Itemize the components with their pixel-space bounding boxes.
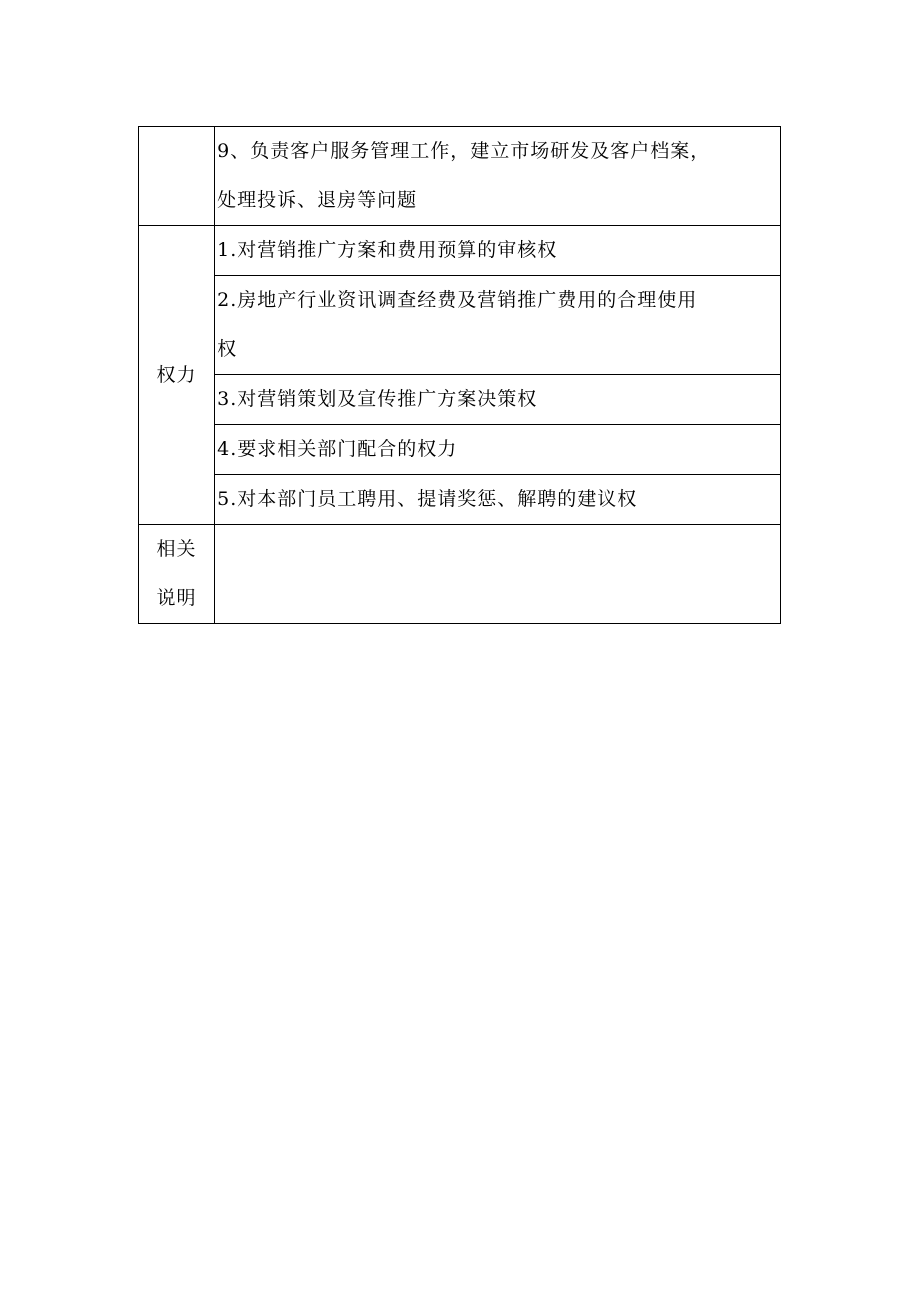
row-label-empty: [139, 127, 215, 226]
duty-item-9: [215, 127, 781, 226]
power-label: 权力: [139, 226, 215, 525]
power-item-4: [215, 425, 781, 475]
table-row: [139, 525, 781, 624]
table-row: [139, 475, 781, 525]
power-item-2-line-1: 2.房地产行业资讯调查经费及营销推广费用的合理使用: [217, 289, 698, 311]
duty-item-9-line-1: 9、负责客户服务管理工作，建立市场研发及客户档案，: [217, 140, 711, 162]
duty-item-9-line-2: 处理投诉、退房等问题: [217, 189, 418, 211]
power-item-2-line-2: 权: [217, 338, 238, 360]
power-item-5: [215, 475, 781, 525]
table-row: [139, 226, 781, 276]
duty-table: [138, 126, 781, 624]
power-item-1-text: 1.对营销推广方案和费用预算的审核权: [217, 239, 558, 261]
power-item-3: [215, 375, 781, 425]
table-row: [139, 375, 781, 425]
power-item-2: [215, 276, 781, 375]
table-row: [139, 276, 781, 375]
notes-label-line-1: 相关: [156, 538, 197, 560]
power-item-1: [215, 226, 781, 276]
notes-label-line-2: 说明: [156, 587, 197, 609]
power-item-4-text: 4.要求相关部门配合的权力: [217, 438, 458, 460]
notes-label: [139, 525, 215, 624]
table-row: [139, 425, 781, 475]
power-item-5-text: 5.对本部门员工聘用、提请奖惩、解聘的建议权: [217, 488, 638, 510]
notes-content: [215, 525, 781, 624]
power-item-3-text: 3.对营销策划及宣传推广方案决策权: [217, 388, 538, 410]
table-row: [139, 127, 781, 226]
